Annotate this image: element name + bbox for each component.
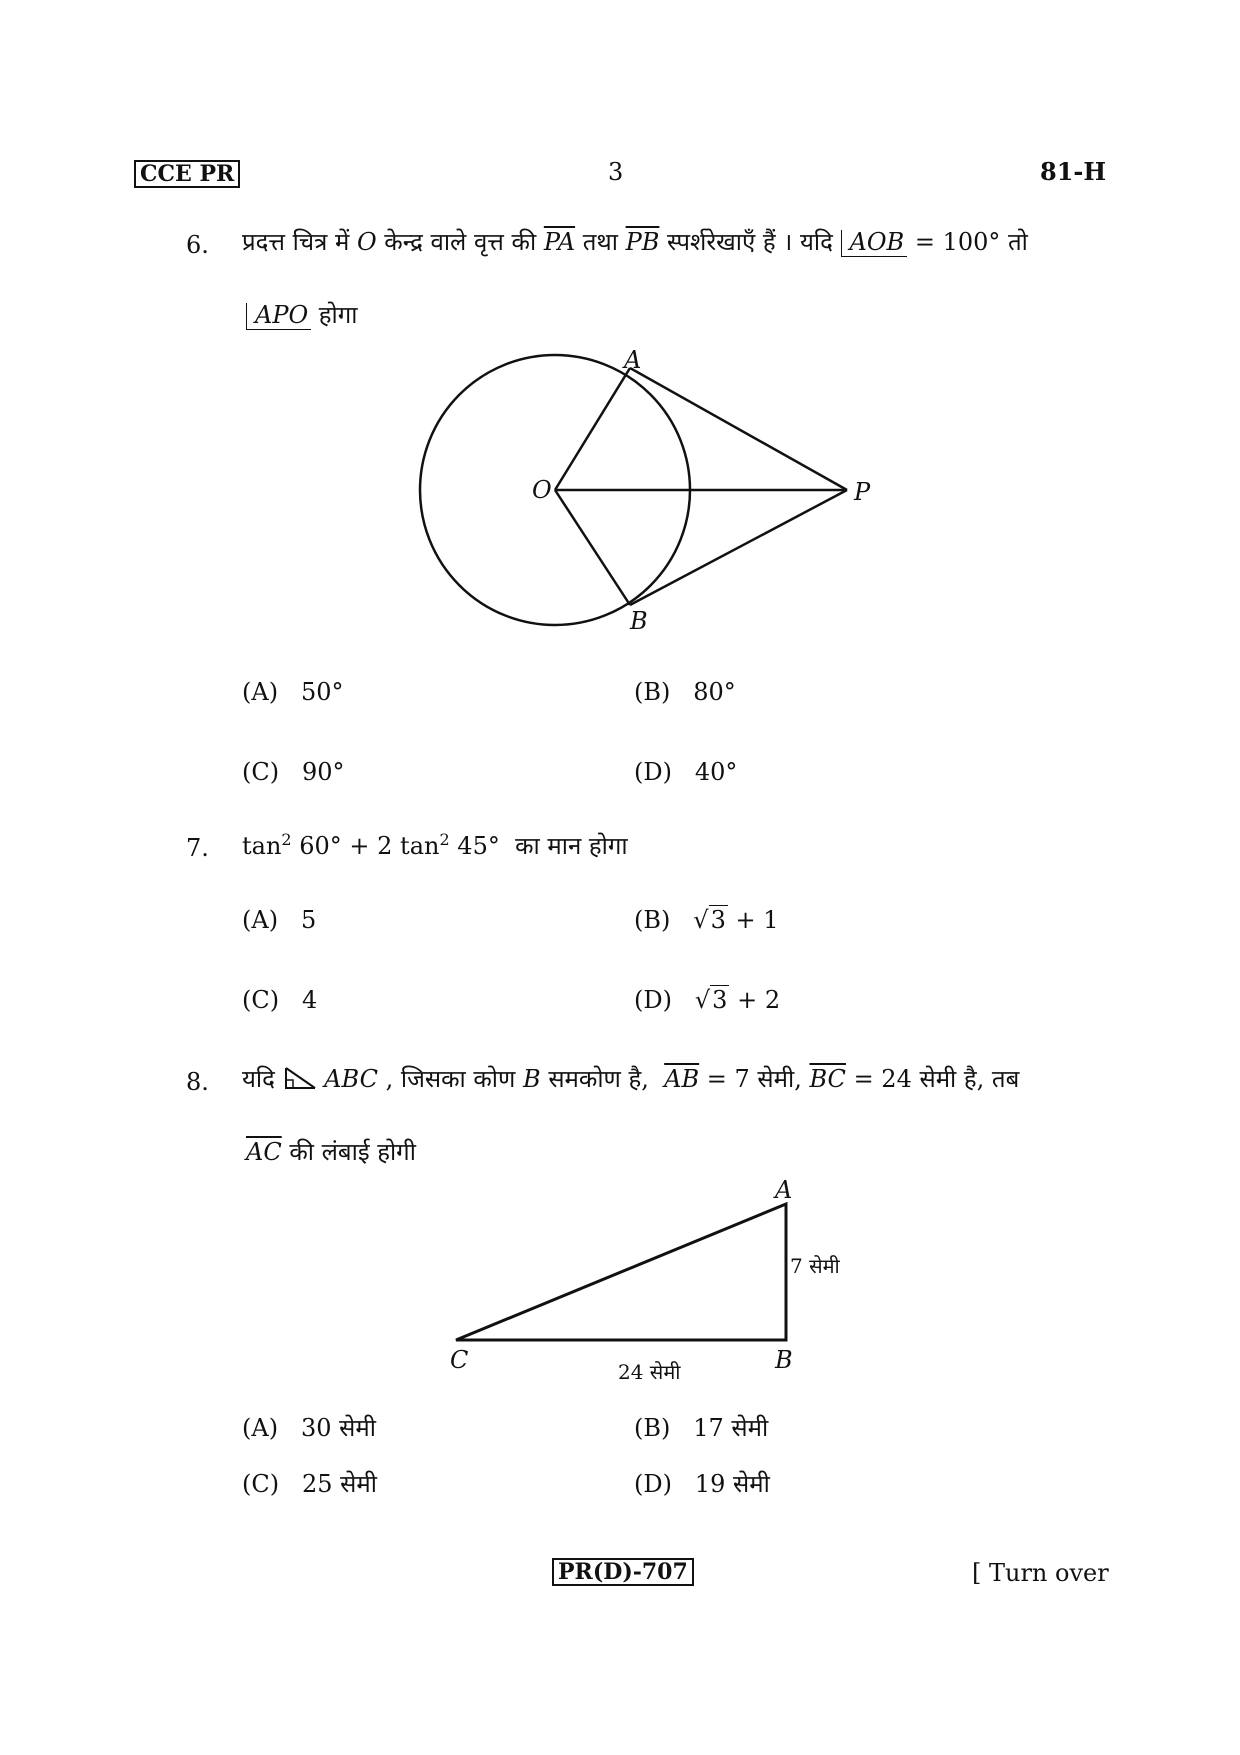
q8-number: 8. (186, 1068, 209, 1096)
q6-circle-tangent-figure (400, 340, 900, 640)
q8-text-line2: $\overline{AC}$ की लंबाई होगी (246, 1138, 416, 1166)
q6-text-line1 (242, 230, 1028, 257)
q6-tangent-pa (630, 368, 847, 490)
q7-text: $\tan^2 60^\circ + 2$ $\tan^2 45^\circ$ का मान होगा (242, 830, 628, 860)
q6-option-b[interactable]: (B) 80° (634, 678, 736, 706)
q6-label-o: O (532, 476, 552, 504)
q8-option-c[interactable]: (C) 25 सेमी (242, 1470, 377, 1498)
q6-text-line2 (246, 303, 358, 330)
q8-label-c: C (450, 1346, 469, 1374)
q6-t1: प्रदत्त चित्र में (242, 228, 350, 256)
q8-triangle-figure (450, 1190, 810, 1350)
page-number: 3 (608, 158, 624, 186)
q8-side-ab: 7 सेमी (790, 1254, 840, 1278)
footer-code: PR(D)-707 (558, 1559, 688, 1585)
header-code-box (134, 160, 240, 188)
q8-label-b: B (775, 1346, 793, 1374)
q6-t2: केन्द्र वाले वृत्त की (384, 228, 537, 256)
q6-radius-oa (555, 368, 630, 490)
q8-label-a: A (775, 1176, 793, 1204)
q6-pa: $\overline{PA}$ (543, 228, 576, 256)
q6-t4: स्पर्शरेखाएँ हैं । यदि (667, 228, 833, 256)
q6-t5: = 100° तो (914, 228, 1028, 256)
turn-over: [ Turn over (972, 1559, 1109, 1587)
q8-text-line1: यदि ABC , जिसका कोण B समकोण है, $\overline{AB} = 7$ सेमी, $\overline{BC} = 24$ सेमी है, तब (242, 1065, 1020, 1093)
right-triangle-icon (283, 1066, 317, 1090)
q6-option-d[interactable]: (D) 40° (634, 758, 738, 786)
q6-angle-apo: APO (246, 303, 311, 330)
q8-triangle (456, 1204, 786, 1340)
q6-option-c[interactable]: (C) 90° (242, 758, 345, 786)
q7-option-d[interactable]: (D) √3 + 2 (634, 986, 781, 1014)
q7-option-a[interactable]: (A) 5 (242, 906, 317, 934)
q6-pb: $\overline{PB}$ (625, 228, 660, 256)
q6-tangent-pb (630, 490, 847, 605)
q6-angle-aob: AOB (841, 230, 908, 257)
q6-label-p: P (854, 478, 871, 506)
q8-option-d[interactable]: (D) 19 सेमी (634, 1470, 770, 1498)
q6-radius-ob (555, 490, 630, 605)
q7-number: 7. (186, 834, 209, 862)
q7-option-b[interactable]: (B) √3 + 1 (634, 906, 779, 934)
header-right-code: 81-H (1040, 157, 1107, 186)
sqrt-symbol: √3 (693, 906, 726, 934)
q8-option-a[interactable]: (A) 30 सेमी (242, 1414, 376, 1442)
q6-t3: तथा (582, 228, 618, 256)
q6-t6: होगा (318, 301, 358, 329)
q6-o: O (356, 228, 377, 256)
q7-option-c[interactable]: (C) 4 (242, 986, 318, 1014)
footer-code-box (552, 1558, 694, 1586)
q8-option-b[interactable]: (B) 17 सेमी (634, 1414, 769, 1442)
sqrt-symbol: √3 (694, 986, 728, 1014)
q8-side-bc: 24 सेमी (618, 1360, 681, 1384)
header-left: CCE PR (140, 161, 235, 187)
q6-option-a[interactable]: (A) 50° (242, 678, 344, 706)
q6-number: 6. (186, 231, 209, 259)
q6-label-b: B (630, 607, 648, 635)
q6-label-a: A (624, 346, 642, 374)
